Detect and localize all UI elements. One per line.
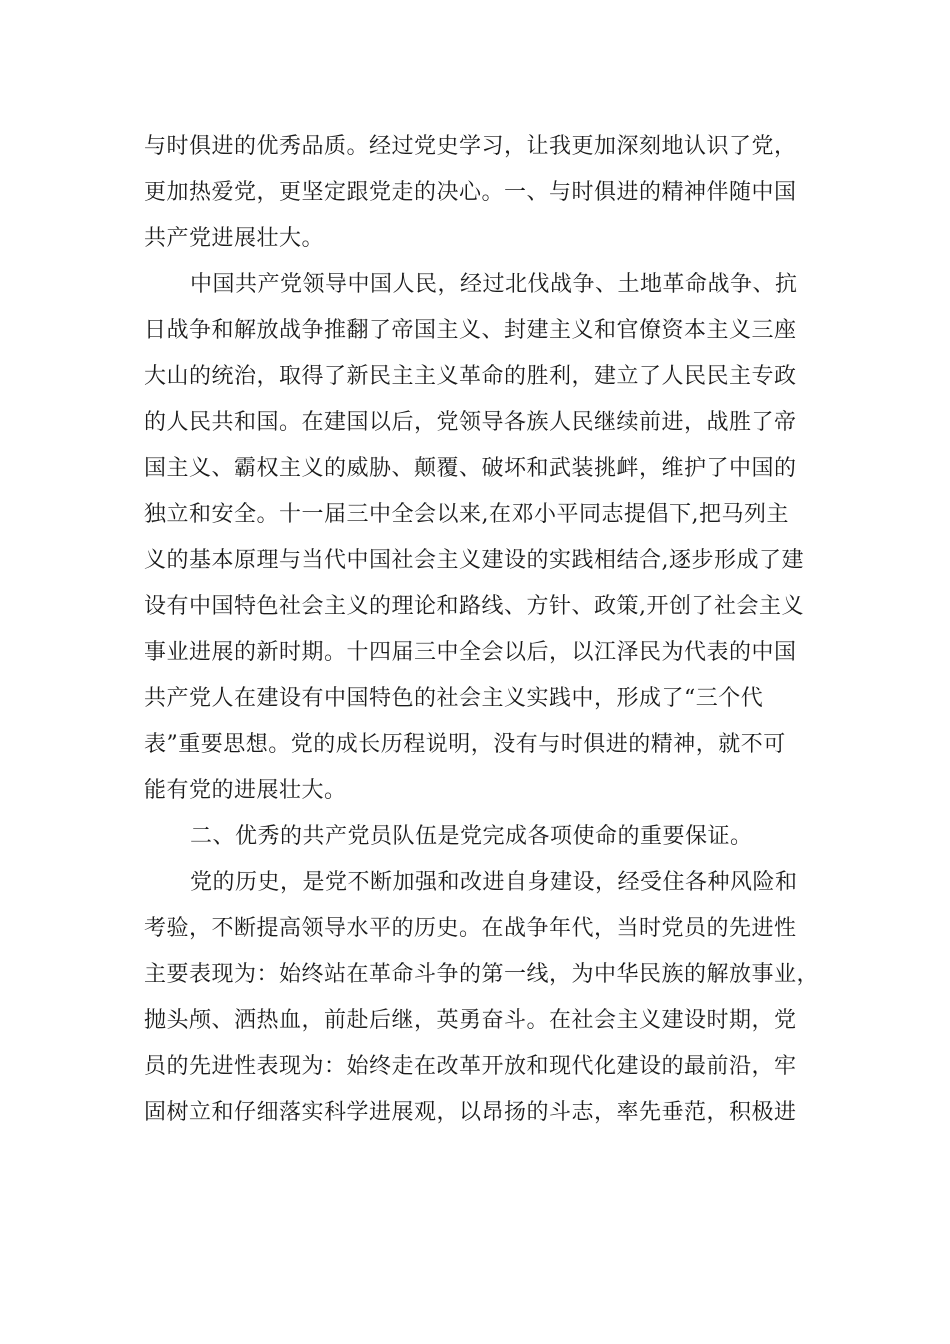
- text-line: 日战争和解放战争推翻了帝国主义、封建主义和官僚资本主义三座: [144, 318, 797, 343]
- text-line: 设有中国特色社会主义的理论和路线、方针、政策,开创了社会主义: [144, 594, 804, 619]
- text-line: 更加热爱党，更坚定跟党走的决心。一、与时俱进的精神伴随中国: [144, 180, 797, 205]
- text-line: 共产党人在建设有中国特色的社会主义实践中，形成了“三个代: [144, 686, 764, 711]
- text-line: 固树立和仔细落实科学进展观，以昂扬的斗志，率先垂范，积极进: [144, 1100, 797, 1125]
- text-line: 主要表现为：始终站在革命斗争的第一线，为中华民族的解放事业，: [144, 962, 820, 987]
- text-line: 与时俱进的优秀品质。经过党史学习，让我更加深刻地认识了党，: [144, 134, 797, 159]
- text-line: 共产党进展壮大。: [144, 226, 325, 251]
- text-line: 中国共产党领导中国人民，经过北伐战争、土地革命战争、抗: [190, 272, 798, 297]
- text-line: 义的基本原理与当代中国社会主义建设的实践相结合,逐步形成了建: [144, 548, 804, 573]
- text-line: 员的先进性表现为：始终走在改革开放和现代化建设的最前沿，牢: [144, 1054, 797, 1079]
- text-line: 考验，不断提高领导水平的历史。在战争年代，当时党员的先进性: [144, 916, 797, 941]
- paragraph: [144, 860, 820, 1136]
- text-line: 能有党的进展壮大。: [144, 778, 347, 803]
- text-line: 二、优秀的共产党员队伍是党完成各项使命的重要保证。: [190, 824, 753, 849]
- text-line: 事业进展的新时期。十四届三中全会以后，以江泽民为代表的中国: [144, 640, 797, 665]
- section-heading: [144, 814, 808, 860]
- paragraph: [144, 262, 808, 814]
- text-line: 独立和安全。十一届三中全会以来,在邓小平同志提倡下,把马列主: [144, 502, 789, 527]
- text-line: 大山的统治，取得了新民主主义革命的胜利，建立了人民民主专政: [144, 364, 797, 389]
- text-line: 表”重要思想。党的成长历程说明，没有与时俱进的精神，就不可: [144, 732, 786, 757]
- text-line: 党的历史，是党不断加强和改进自身建设，经受住各种风险和: [190, 870, 798, 895]
- text-line: 国主义、霸权主义的威胁、颠覆、破坏和武装挑衅，维护了中国的: [144, 456, 797, 481]
- body-text: [144, 124, 820, 1136]
- text-line: 抛头颅、洒热血，前赴后继，英勇奋斗。在社会主义建设时期，党: [144, 1008, 797, 1033]
- paragraph: [144, 124, 808, 262]
- text-line: 的人民共和国。在建国以后，党领导各族人民继续前进，战胜了帝: [144, 410, 797, 435]
